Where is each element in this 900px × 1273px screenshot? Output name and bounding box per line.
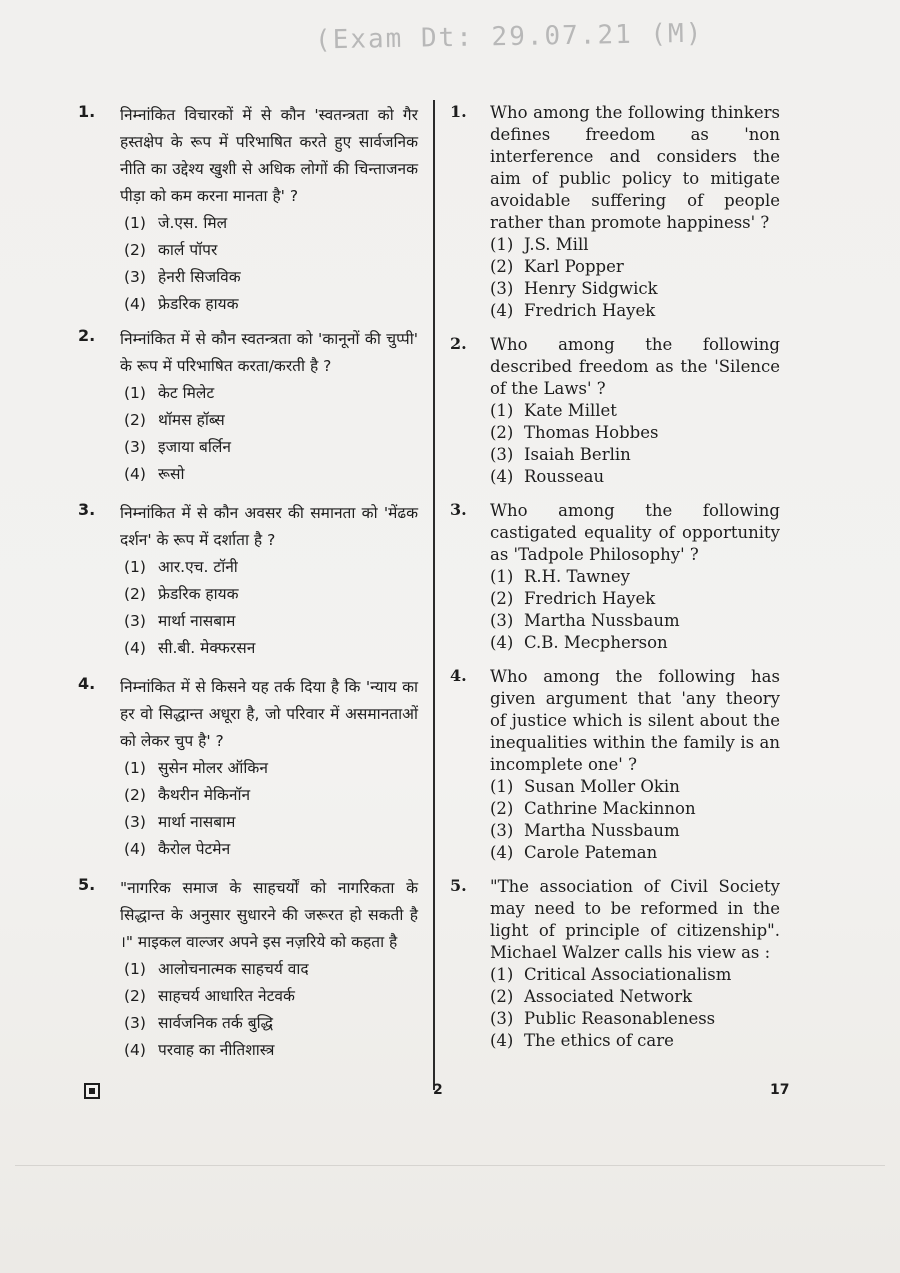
option-label: (1) — [124, 759, 146, 777]
options-list — [490, 776, 780, 864]
option-item — [124, 782, 418, 809]
question-number: 3. — [450, 500, 467, 519]
option-text: आर.एच. टॉनी — [158, 558, 238, 576]
margin-scribble — [22, 66, 83, 75]
option-item — [124, 983, 418, 1010]
handwritten-exam-date: (Exam Dt: 29.07.21 (M) — [314, 18, 704, 56]
option-item — [490, 444, 780, 466]
option-item — [490, 632, 780, 654]
option-text: मार्था नासबाम — [158, 612, 236, 630]
options-list — [490, 964, 780, 1052]
option-item — [490, 820, 780, 842]
option-label: (2) — [490, 257, 514, 276]
option-item — [490, 1008, 780, 1030]
option-item — [124, 237, 418, 264]
question-3 — [78, 500, 418, 662]
option-label: (2) — [124, 241, 146, 259]
option-item — [124, 434, 418, 461]
option-item — [490, 300, 780, 322]
option-item — [124, 554, 418, 581]
option-text: कैथरीन मेकिनॉन — [158, 786, 251, 804]
question-1 — [450, 102, 780, 322]
option-item — [490, 422, 780, 444]
options-list — [124, 380, 418, 488]
option-item — [124, 956, 418, 983]
option-item — [124, 1037, 418, 1064]
option-item — [490, 776, 780, 798]
options-list — [490, 566, 780, 654]
question-text: निम्नांकित में से किसने यह तर्क दिया है कि 'न्याय का हर वो सिद्धान्त अधूरा है, जो परिवार में असमानताओं को लेकर चुप है' ? — [120, 678, 418, 750]
option-text: आलोचनात्मक साहचर्य वाद — [158, 960, 309, 978]
option-text: Isaiah Berlin — [524, 445, 631, 464]
option-label: (1) — [124, 960, 146, 978]
option-label: (1) — [124, 214, 146, 232]
option-text: Thomas Hobbes — [524, 423, 659, 442]
option-label: (2) — [490, 423, 514, 442]
option-item — [490, 964, 780, 986]
question-number: 5. — [450, 876, 467, 895]
option-label: (3) — [490, 445, 514, 464]
option-item — [124, 1010, 418, 1037]
question-text: निम्नांकित में से कौन स्वतन्त्रता को 'कानूनों की चुप्पी' के रूप में परिभाषित करता/करती है ? — [120, 330, 418, 375]
question-number: 4. — [450, 666, 467, 685]
option-item — [490, 278, 780, 300]
question-5 — [450, 876, 780, 1052]
option-text: मार्था नासबाम — [158, 813, 236, 831]
option-label: (1) — [490, 567, 514, 586]
question-number: 5. — [78, 875, 96, 894]
option-label: (1) — [124, 384, 146, 402]
question-text: "The association of Civil Society may need to be reformed in the light of principle of citizenship". Michael Walzer calls his view as : — [490, 877, 780, 962]
option-text: परवाह का नीतिशास्त्र — [158, 1041, 275, 1059]
option-label: (2) — [124, 411, 146, 429]
option-label: (3) — [490, 821, 514, 840]
option-item — [490, 588, 780, 610]
question-text: Who among the following has given argument that 'any theory of justice which is silent about the inequalities within the family is an incomplete one' ? — [490, 667, 780, 774]
options-list — [124, 554, 418, 662]
option-label: (2) — [124, 585, 146, 603]
option-text: हेनरी सिजविक — [158, 268, 241, 286]
column-divider — [433, 100, 435, 1090]
option-text: Martha Nussbaum — [524, 611, 680, 630]
option-text: Carole Pateman — [524, 843, 658, 862]
option-item — [124, 836, 418, 863]
option-text: कैरोल पेटमेन — [158, 840, 231, 858]
option-label: (2) — [490, 589, 514, 608]
option-text: Susan Moller Okin — [524, 777, 680, 796]
option-item — [490, 1030, 780, 1052]
option-text: The ethics of care — [524, 1031, 674, 1050]
option-text: सार्वजनिक तर्क बुद्धि — [158, 1014, 273, 1032]
option-text: Martha Nussbaum — [524, 821, 680, 840]
option-text: Henry Sidgwick — [524, 279, 658, 298]
question-number: 2. — [78, 326, 96, 345]
option-item — [490, 234, 780, 256]
option-item — [124, 755, 418, 782]
option-text: केट मिलेट — [158, 384, 215, 402]
option-text: थॉमस हॉब्स — [158, 411, 225, 429]
option-text: इजाया बर्लिन — [158, 438, 232, 456]
option-item — [124, 407, 418, 434]
page-number-right: 17 — [770, 1082, 790, 1098]
option-text: Fredrich Hayek — [524, 589, 656, 608]
option-label: (2) — [124, 987, 146, 1005]
option-item — [490, 256, 780, 278]
option-label: (4) — [490, 467, 514, 486]
options-list — [124, 956, 418, 1064]
option-label: (4) — [124, 840, 146, 858]
options-list — [124, 210, 418, 318]
question-number: 4. — [78, 674, 96, 693]
option-text: सुसेन मोलर ऑकिन — [158, 759, 268, 777]
option-item — [490, 566, 780, 588]
question-5 — [78, 875, 418, 1064]
option-item — [124, 461, 418, 488]
option-label: (4) — [124, 465, 146, 483]
option-text: R.H. Tawney — [524, 567, 630, 586]
option-text: Associated Network — [524, 987, 693, 1006]
question-text: "नागरिक समाज के साहचर्यों को नागरिकता के सिद्धान्त के अनुसार सुधारने की जरूरत हो सकती है ।" माइकल वाल्जर अपने इस नज़रिये को कहता है — [120, 879, 418, 951]
english-column — [450, 102, 780, 1064]
option-label: (3) — [124, 813, 146, 831]
options-list — [490, 234, 780, 322]
question-text: Who among the following castigated equality of opportunity as 'Tadpole Philosophy' ? — [490, 501, 780, 564]
question-number: 1. — [450, 102, 467, 121]
question-2 — [450, 334, 780, 488]
option-label: (4) — [490, 1031, 514, 1050]
page-edge-line — [15, 1165, 885, 1166]
question-number: 2. — [450, 334, 467, 353]
option-text: Public Reasonableness — [524, 1009, 716, 1028]
option-label: (2) — [490, 799, 514, 818]
question-2 — [78, 326, 418, 488]
option-text: J.S. Mill — [524, 235, 589, 254]
option-label: (1) — [490, 777, 514, 796]
option-item — [124, 608, 418, 635]
option-label: (3) — [490, 611, 514, 630]
option-label: (2) — [124, 786, 146, 804]
hindi-column — [78, 102, 418, 1076]
question-4 — [450, 666, 780, 864]
option-label: (4) — [490, 843, 514, 862]
option-item — [490, 466, 780, 488]
square-marker-icon — [84, 1083, 100, 1099]
options-list — [124, 755, 418, 863]
option-label: (4) — [124, 1041, 146, 1059]
option-item — [124, 264, 418, 291]
option-item — [124, 635, 418, 662]
question-text: Who among the following described freedom as the 'Silence of the Laws' ? — [490, 335, 780, 398]
option-item — [490, 400, 780, 422]
option-label: (3) — [124, 1014, 146, 1032]
option-item — [490, 842, 780, 864]
option-item — [124, 380, 418, 407]
option-label: (1) — [490, 965, 514, 984]
option-item — [124, 809, 418, 836]
option-item — [490, 986, 780, 1008]
option-label: (1) — [124, 558, 146, 576]
option-text: जे.एस. मिल — [158, 214, 228, 232]
question-3 — [450, 500, 780, 654]
question-4 — [78, 674, 418, 863]
option-text: Kate Millet — [524, 401, 617, 420]
page-number-center: 2 — [433, 1082, 443, 1098]
option-label: (3) — [124, 612, 146, 630]
option-text: C.B. Mecpherson — [524, 633, 668, 652]
option-label: (1) — [490, 235, 514, 254]
option-label: (3) — [124, 438, 146, 456]
question-text: निम्नांकित विचारकों में से कौन 'स्वतन्त्रता को गैर हस्तक्षेप के रूप में परिभाषित करते हुए सार्वजनिक नीति का उद्देश्य खुशी से अधिक लोगों की चिन्ताजनक पीड़ा को कम करना मानता है' ? — [120, 106, 418, 205]
option-text: Karl Popper — [524, 257, 624, 276]
option-label: (4) — [490, 301, 514, 320]
option-label: (3) — [124, 268, 146, 286]
option-label: (3) — [490, 1009, 514, 1028]
option-text: रूसो — [158, 465, 185, 483]
option-label: (4) — [490, 633, 514, 652]
question-text: Who among the following thinkers defines freedom as 'non interference and considers the aim of public policy to mitigate avoidable suffering of people rather than promote happiness' ? — [490, 103, 780, 232]
question-1 — [78, 102, 418, 318]
option-text: फ्रेडरिक हायक — [158, 585, 239, 603]
options-list — [490, 400, 780, 488]
option-label: (1) — [490, 401, 514, 420]
option-label: (3) — [490, 279, 514, 298]
option-item — [124, 210, 418, 237]
option-item — [490, 610, 780, 632]
option-label: (4) — [124, 639, 146, 657]
question-number: 1. — [78, 102, 96, 121]
question-text: निम्नांकित में से कौन अवसर की समानता को 'मेंढक दर्शन' के रूप में दर्शाता है ? — [120, 504, 418, 549]
option-item — [124, 581, 418, 608]
question-number: 3. — [78, 500, 96, 519]
option-text: फ्रेडरिक हायक — [158, 295, 239, 313]
option-text: साहचर्य आधारित नेटवर्क — [158, 987, 295, 1005]
option-text: Cathrine Mackinnon — [524, 799, 696, 818]
option-text: Rousseau — [524, 467, 605, 486]
option-text: कार्ल पॉपर — [158, 241, 218, 259]
option-item — [124, 291, 418, 318]
option-label: (4) — [124, 295, 146, 313]
option-text: Critical Associationalism — [524, 965, 732, 984]
option-item — [490, 798, 780, 820]
option-text: Fredrich Hayek — [524, 301, 656, 320]
option-label: (2) — [490, 987, 514, 1006]
option-text: सी.बी. मेक्फरसन — [158, 639, 256, 657]
